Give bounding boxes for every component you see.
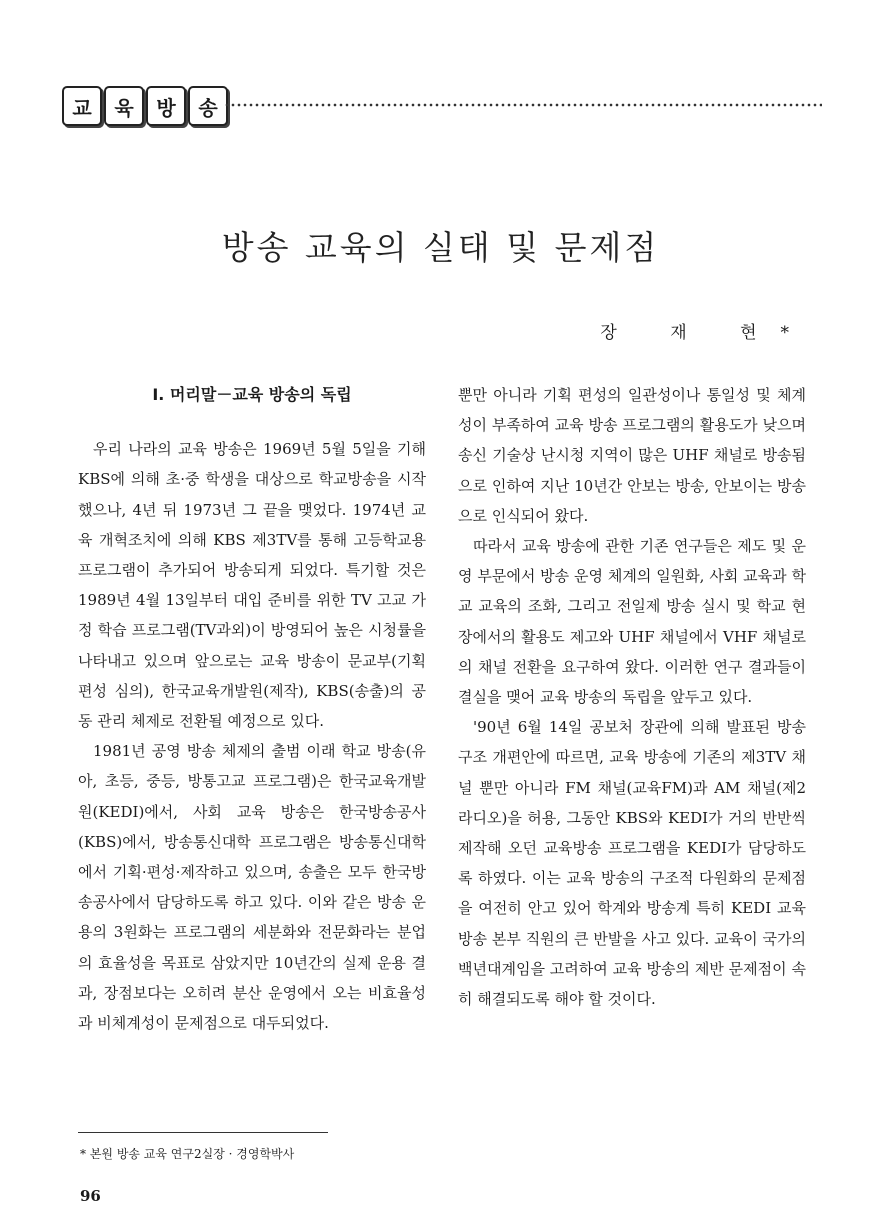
tag-char: 교 <box>62 86 102 126</box>
page-number: 96 <box>80 1187 101 1205</box>
tag-char: 육 <box>104 86 144 126</box>
footnote: * 본원 방송 교육 연구2실장 · 경영학박사 <box>80 1147 295 1161</box>
body-paragraph: 1981년 공영 방송 체제의 출범 이래 학교 방송(유아, 초등, 중등, 방통고교 프로그램)은 한국교육개발원(KEDI)에서, 사회 교육 방송은 한국방송공사(KBS)에서, 방송통신대학 프로그램은 방송통신대학에서 기획·편성·제작하고 있으며, 송출은 모두 한국방송공사에서 담당하도록 하고 있다. 이와 같은 방송 운용의 3원화는 프로그램의 세분화와 전문화라는 분업의 효율성을 목표로 삼았지만 10년간의 실제 운용 결과, 장점보다는 오히려 분산 운영에서 오는 비효율성과 비체계성이 문제점으로 대두되었다. <box>78 742 426 1033</box>
author-name: 장 재 현* <box>600 323 813 343</box>
article-title: 방송 교육의 실태 및 문제점 <box>221 228 660 267</box>
section-header <box>62 86 822 126</box>
right-column <box>458 380 806 1014</box>
tag-char: 송 <box>188 86 228 126</box>
section-tag <box>62 86 230 126</box>
dotted-rule <box>224 103 822 107</box>
section-heading: Ⅰ. 머리말－교육 방송의 독립 <box>152 385 352 404</box>
left-column <box>78 380 426 1038</box>
tag-char: 방 <box>146 86 186 126</box>
body-paragraph: 따라서 교육 방송에 관한 기존 연구들은 제도 및 운영 부문에서 방송 운영 체계의 일원화, 사회 교육과 학교 교육의 조화, 그리고 전일제 방송 실시 및 학교 현장에서의 활용도 제고와 UHF 채널에서 VHF 채널로의 채널 전환을 요구하여 왔다. 이러한 연구 결과들이 결실을 맺어 교육 방송의 독립을 앞두고 있다. <box>458 537 806 707</box>
body-paragraph: 뿐만 아니라 기획 편성의 일관성이나 통일성 및 체계성이 부족하여 교육 방송 프로그램의 활용도가 낮으며 송신 기술상 난시청 지역이 많은 UHF 채널로 방송됨으로 인하여 지난 10년간 안보는 방송, 안보이는 방송으로 인식되어 왔다. <box>458 386 806 525</box>
body-paragraph: '90년 6월 14일 공보처 장관에 의해 발표된 방송 구조 개편안에 따르면, 교육 방송에 기존의 제3TV 채널 뿐만 아니라 FM 채널(교육FM)과 AM 채널(제2라디오)을 허용, 그동안 KBS와 KEDI가 거의 반반씩 제작해 오던 교육방송 프로그램을 KEDI가 담당하도록 하였다. 이는 교육 방송의 구조적 다원화의 문제점을 여전히 안고 있어 학계와 방송계 특히 KEDI 교육 방송 본부 직원의 큰 반발을 사고 있다. 교육이 국가의 백년대계임을 고려하여 교육 방송의 제반 문제점이 속히 해결되도록 해야 할 것이다. <box>458 718 806 1009</box>
body-paragraph: 우리 나라의 교육 방송은 1969년 5월 5일을 기해 KBS에 의해 초·중 학생을 대상으로 학교방송을 시작했으나, 4년 뒤 1973년 그 끝을 맺었다. 1974년 교육 개혁조치에 의해 KBS 제3TV를 통해 고등학교용 프로그램이 추가되어 방송되게 되었다. 특기할 것은 1989년 4월 13일부터 대입 준비를 위한 TV 고교 가정 학습 프로그램(TV과외)이 방영되어 높은 시청률을 나타내고 있으며 앞으로는 교육 방송이 문교부(기획 편성 심의), 한국교육개발원(제작), KBS(송출)의 공동 관리 체제로 전환될 예정으로 있다. <box>78 440 426 731</box>
footnote-divider <box>78 1132 328 1133</box>
